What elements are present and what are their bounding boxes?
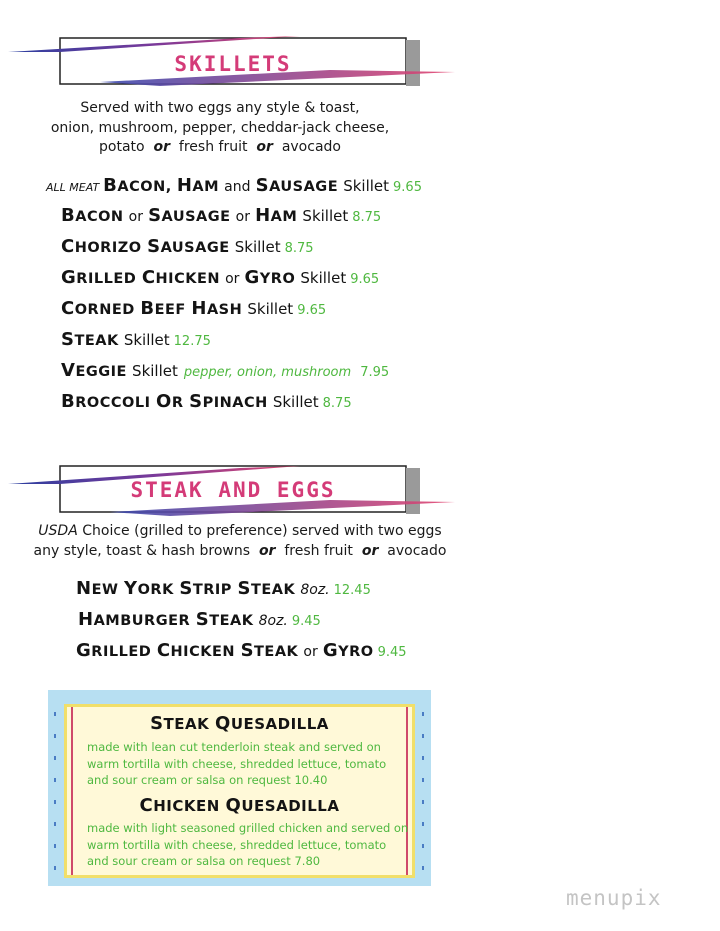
menu-item <box>61 391 352 415</box>
frame-dash <box>54 844 56 848</box>
intro-line: Served with two eggs any style & toast, <box>80 100 360 116</box>
menu-item <box>46 175 422 199</box>
item-name: NEW YORK STRIP STEAK <box>76 578 296 599</box>
steak-eggs-title: STEAK AND EGGS <box>130 478 336 502</box>
item-name: GRILLED CHICKEN STEAK <box>76 640 299 661</box>
menu-item <box>76 578 371 602</box>
skillets-banner <box>0 32 470 92</box>
item-name: BACON, <box>103 175 172 196</box>
frame-dash <box>422 778 424 782</box>
description-line: made with lean cut tenderloin steak and served on <box>87 740 381 754</box>
intro-text: potato <box>99 139 145 155</box>
intro-line: onion, mushroom, pepper, cheddar-jack cheese, <box>50 119 390 136</box>
skillets-title: SKILLETS <box>174 52 292 76</box>
usda-label: USDA <box>38 523 78 539</box>
item-price: 9.65 <box>350 272 380 287</box>
description-line: warm tortilla with cheese, shredded lettuce, tomato <box>87 837 387 852</box>
item-name: STEAK <box>61 329 119 350</box>
item-type: Skillet <box>272 393 319 411</box>
item-price: 8.75 <box>284 241 314 256</box>
menu-item <box>61 267 379 291</box>
quesadilla-description <box>87 739 412 789</box>
frame-dash <box>422 844 424 848</box>
intro-or: or <box>256 139 273 155</box>
quesadilla-card <box>64 704 415 878</box>
description-line: and sour cream or salsa on request 10.40 <box>87 773 328 787</box>
steak-eggs-banner <box>0 460 470 520</box>
item-type: Skillet <box>343 177 390 195</box>
item-name: SAUSAGE <box>148 205 231 226</box>
item-connector: or <box>235 209 250 225</box>
item-type: Skillet <box>300 269 347 287</box>
intro-line <box>30 522 450 542</box>
frame-dash <box>54 734 56 738</box>
description-line: warm tortilla with cheese, shredded lettuce, tomato <box>87 756 387 771</box>
description-line: made with light seasoned grilled chicken and served on <box>87 821 409 835</box>
frame-dash <box>422 822 424 826</box>
item-name: VEGGIE <box>61 360 127 381</box>
item-name: BACON <box>61 205 124 226</box>
frame-dash <box>54 866 56 870</box>
item-price: 9.45 <box>377 645 407 660</box>
steak-eggs-intro <box>30 522 450 561</box>
intro-text: avocado <box>387 542 447 559</box>
menu-item <box>61 236 314 260</box>
frame-dash <box>422 800 424 804</box>
intro-or: or <box>361 542 379 559</box>
menu-item <box>61 360 389 384</box>
quesadilla-title: CHICKEN QUESADILLA <box>139 795 340 816</box>
item-name: HAM <box>255 205 298 226</box>
item-connector: or <box>303 644 318 660</box>
frame-dash <box>54 822 56 826</box>
intro-text: any style, toast & hash browns <box>33 542 251 559</box>
intro-text: fresh fruit <box>178 139 248 155</box>
frame-dash <box>54 778 56 782</box>
item-name: HAMBURGER STEAK <box>78 609 254 630</box>
item-connector: and <box>224 179 251 195</box>
menupix-watermark: menupix <box>566 886 662 910</box>
quesadilla-title: STEAK QUESADILLA <box>150 713 329 734</box>
intro-line <box>30 542 450 562</box>
item-name: HAM <box>176 175 220 196</box>
item-type: Skillet <box>302 207 349 225</box>
item-price: 7.95 <box>360 365 390 380</box>
menu-item <box>76 640 407 664</box>
item-price: 8.75 <box>322 396 352 411</box>
intro-text: avocado <box>281 139 341 155</box>
item-price: 9.45 <box>291 614 321 629</box>
item-name: GRILLED CHICKEN <box>61 267 220 288</box>
menu-item <box>78 609 321 633</box>
menu-item <box>61 298 326 322</box>
item-name: GYRO <box>322 640 374 661</box>
item-name: BROCCOLI OR SPINACH <box>61 391 268 412</box>
item-weight: 8oz. <box>300 582 330 598</box>
frame-dash <box>54 712 56 716</box>
item-weight: 8oz. <box>258 613 288 629</box>
item-price: 9.65 <box>297 303 327 318</box>
intro-or: or <box>258 542 276 559</box>
item-connector: or <box>128 209 143 225</box>
quesadilla-box <box>48 690 431 886</box>
item-name: CHORIZO SAUSAGE <box>61 236 230 257</box>
intro-text: fresh fruit <box>284 542 353 559</box>
item-name: SAUSAGE <box>255 175 339 196</box>
frame-dash <box>54 756 56 760</box>
intro-or: or <box>153 139 171 155</box>
frame-dash <box>422 734 424 738</box>
item-type: Skillet <box>234 238 281 256</box>
item-note: pepper, onion, mushroom <box>183 365 352 380</box>
item-name: CORNED BEEF HASH <box>61 298 243 319</box>
item-prefix: ALL MEAT <box>46 181 100 194</box>
description-line: and sour cream or salsa on request 7.80 <box>87 854 321 868</box>
frame-dash <box>422 756 424 760</box>
intro-line <box>40 138 400 158</box>
item-price: 12.75 <box>173 334 211 349</box>
intro-text: Choice (grilled to preference) served with two eggs <box>82 523 442 539</box>
quesadilla-description <box>87 820 412 870</box>
frame-dash <box>422 712 424 716</box>
item-name: GYRO <box>244 267 296 288</box>
frame-dash <box>54 800 56 804</box>
item-connector: or <box>225 271 240 287</box>
frame-dash <box>422 866 424 870</box>
menu-item <box>61 329 211 353</box>
menu-item <box>61 205 381 229</box>
item-price: 12.45 <box>333 583 371 598</box>
item-price: 8.75 <box>352 210 382 225</box>
item-type: Skillet <box>132 362 178 380</box>
item-price: 9.65 <box>393 180 422 195</box>
skillets-intro <box>40 99 400 158</box>
item-type: Skillet <box>123 331 170 349</box>
item-type: Skillet <box>247 300 294 318</box>
